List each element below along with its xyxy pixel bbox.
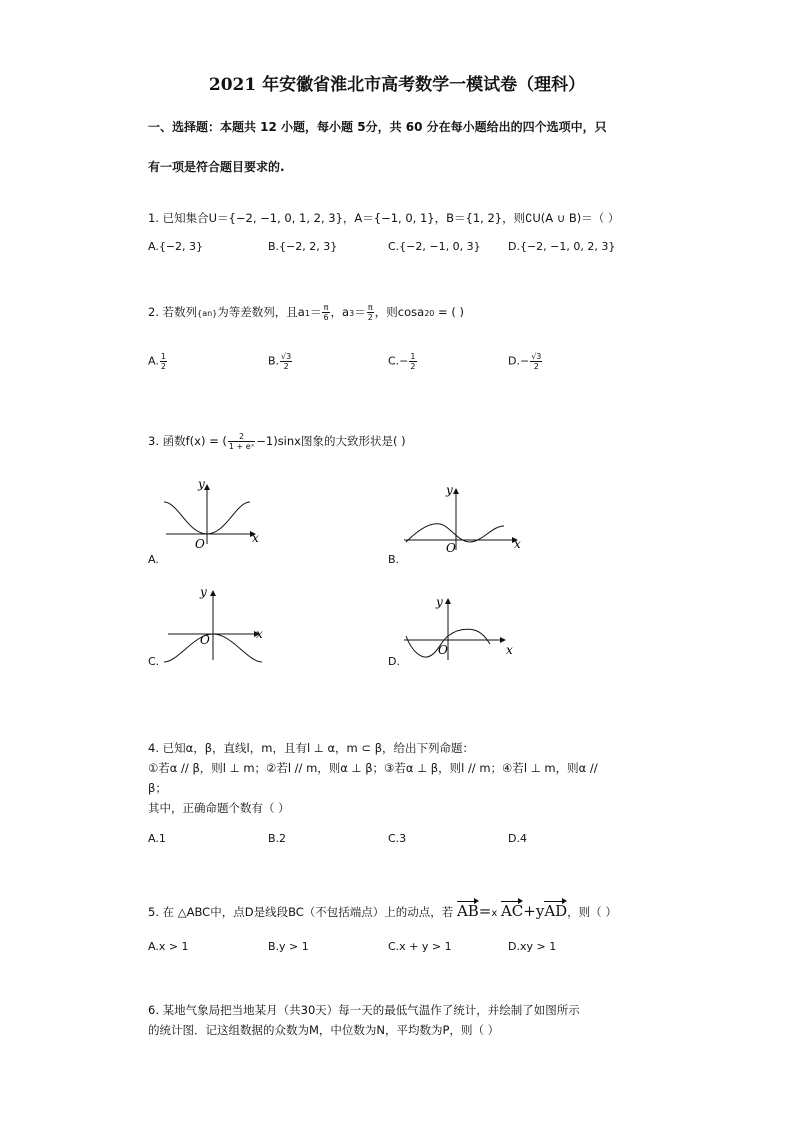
y-label: y — [436, 595, 443, 609]
question-4-option-b: B.2 — [268, 832, 287, 845]
question-4-line3: β； — [148, 781, 167, 795]
section-header-line1: 一、选择题：本题共 12 小题，每小题 5分，共 60 分在每小题给出的四个选项中，只 — [148, 120, 607, 134]
origin-label: O — [200, 633, 210, 647]
page-title: 2021 年安徽省淮北市高考数学一模试卷（理科） — [208, 75, 586, 95]
question-5-option-d: D.xy > 1 — [508, 940, 557, 953]
question-4-option-c: C.3 — [388, 832, 407, 845]
vector-ad: AD — [544, 898, 567, 920]
question-4-option-d: D.4 — [508, 832, 527, 845]
x-label: x — [506, 643, 513, 657]
question-2-option-b: B. $\frac{√3}{2}$ — [268, 352, 292, 371]
question-2-option-d: D.− $\frac{√3}{2}$ — [508, 352, 542, 371]
origin-label: O — [195, 537, 205, 550]
question-5-option-a: A.x > 1 — [148, 940, 189, 953]
question-3-stem: 3. 函数f(x) = ( $\frac{2}{\text{1 + eˣ}}$ −1)sinx图象的大致形状是( ) — [148, 432, 406, 451]
y-axis-arrow — [453, 488, 459, 494]
origin-label: O — [438, 643, 448, 657]
graph-d — [400, 592, 522, 664]
question-4-line1: 4. 已知α，β，直线l，m，且有l ⊥ α，m ⊂ β，给出下列命题： — [148, 741, 475, 755]
question-6-line1: 6. 某地气象局把当地某月（共30天）每一天的最低气温作了统计，并绘制了如图所示 — [148, 1003, 580, 1017]
question-5-option-b: B.y > 1 — [268, 940, 309, 953]
x-label: x — [256, 627, 263, 641]
graph-b — [400, 482, 530, 554]
question-2-option-c: C.− $\frac{1}{2}$ — [388, 352, 416, 371]
question-1-stem: 1. 已知集合U＝{−2, −1, 0, 1, 2, 3}，A＝{−1, 0, 1}，B＝{1, 2}，则∁U(A ∪ B)＝（ ） — [148, 211, 620, 225]
question-1-option-b: B.{−2, 2, 3} — [268, 240, 338, 253]
graph-d-label: D. — [388, 655, 400, 668]
y-axis-arrow — [210, 590, 216, 596]
y-axis-arrow — [204, 484, 210, 490]
graph-a — [160, 478, 270, 550]
origin-label: O — [446, 541, 456, 554]
x-label: x — [514, 537, 521, 551]
question-2-stem: 2. 若数列{an}为等差数列，且a1＝ $\frac{\pi}{6}$ ，a3＝ $\frac{\pi}{2}$ ，则cosa20 = ( ) — [148, 303, 464, 322]
question-1-option-c: C.{−2, −1, 0, 3} — [388, 240, 481, 253]
question-4-option-a: A.1 — [148, 832, 166, 845]
graph-a-label: A. — [148, 553, 159, 566]
question-5-option-c: C.x + y > 1 — [388, 940, 452, 953]
question-6-line2: 的统计图．记这组数据的众数为M，中位数为N，平均数为P，则（ ） — [148, 1023, 500, 1037]
x-label: x — [252, 531, 259, 545]
y-label: y — [200, 585, 207, 599]
graph-c-label: C. — [148, 655, 160, 668]
question-4-line2: ①若α // β，则l ⊥ m；②若l // m，则α ⊥ β；③若α ⊥ β，则l // m；④若l ⊥ m，则α // — [148, 761, 598, 775]
y-label: y — [446, 483, 453, 497]
graph-b-curve — [406, 524, 504, 542]
y-label: y — [198, 478, 205, 491]
question-2-option-a: A. $\frac{1}{2}$ — [148, 352, 166, 371]
section-header-line2: 有一项是符合题目要求的. — [148, 160, 285, 174]
graph-c — [158, 582, 270, 664]
vector-ab: AB — [457, 898, 479, 920]
question-1-option-a: A.{−2, 3} — [148, 240, 204, 253]
question-5-stem: 5. 在 △ABC中，点D是线段BC（不包括端点）上的动点，若 AB=x AC+yAD，则（ ） — [148, 898, 617, 920]
y-axis-arrow — [445, 598, 451, 604]
question-1-option-d: D.{−2, −1, 0, 2, 3} — [508, 240, 616, 253]
question-4-line4: 其中，正确命题个数有（ ） — [148, 801, 290, 815]
vector-ac: AC — [501, 898, 523, 920]
graph-b-label: B. — [388, 553, 400, 566]
